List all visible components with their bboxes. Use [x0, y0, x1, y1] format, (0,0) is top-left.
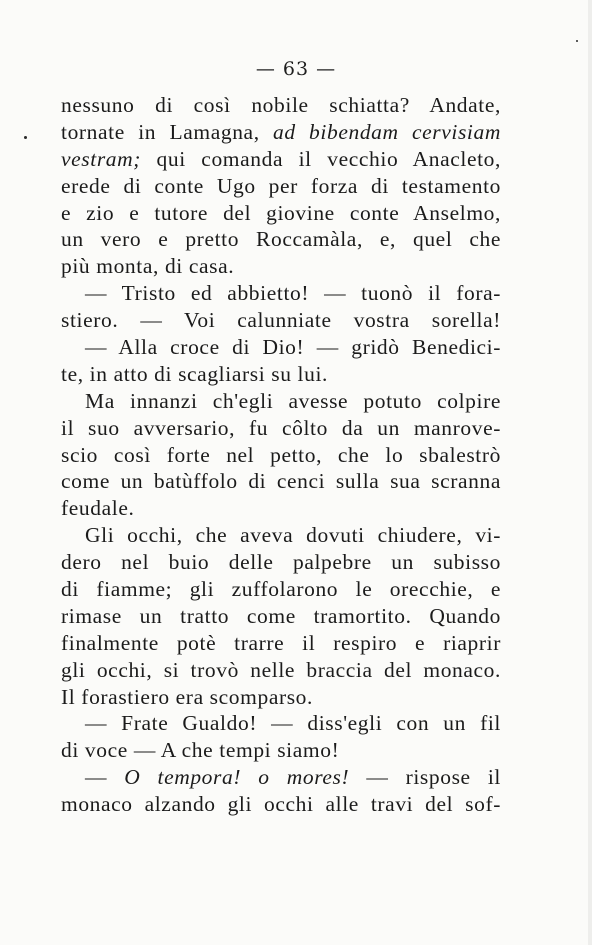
text-line-21: finalmente potè trarre il respiro e riaprir	[61, 630, 501, 655]
text-line-13: il suo avversario, fu côlto da un manrove-	[61, 415, 501, 440]
text-line-4: erede di conte Ugo per forza di testamento	[61, 173, 501, 198]
page-edge	[588, 0, 592, 945]
text-line-1: nessuno di così nobile schiatta? Andate,	[61, 93, 501, 117]
text-line-24: — Frate Gualdo! — diss'egli con un fil	[85, 711, 501, 736]
text-line-11: te, in atto di scagliarsi su lui.	[61, 361, 329, 386]
text-line-19: di fiamme; gli zuffolarono le orecchie, e	[61, 577, 501, 602]
text-line-16: feudale.	[61, 496, 135, 521]
ink-speck	[24, 136, 27, 139]
dash-open: —	[85, 765, 125, 790]
text-line-27: monaco alzando gli occhi alle travi del sof-	[61, 792, 501, 817]
body-text	[61, 92, 501, 818]
italic-word: vestram;	[61, 146, 142, 171]
text-line-5: e zio e tutore del giovine conte Anselmo,	[61, 200, 501, 225]
text-line-26-end: — rispose il	[349, 765, 501, 790]
text-line-25: di voce — A che tempi siamo!	[61, 738, 340, 763]
ink-speck	[576, 40, 578, 42]
text-line-7: più monta, di casa.	[61, 254, 235, 279]
text-line-8: — Tristo ed abbietto! — tuonò il fora-	[85, 281, 501, 306]
page-number: — 63 —	[255, 58, 337, 80]
text-line-26	[61, 764, 501, 791]
text-line-12: Ma innanzi ch'egli avesse potuto colpire	[85, 388, 501, 413]
text-line-14: scio così forte nel petto, che lo sbalestrò	[61, 442, 501, 467]
text-line-2	[61, 119, 501, 146]
text-line-15: come un batùffolo di cenci sulla sua scranna	[61, 469, 501, 494]
text-line-3	[61, 146, 501, 173]
italic-phrase: ad bibendam cervisiam	[273, 119, 501, 144]
text-line-17: Gli occhi, che aveva dovuti chiudere, vi-	[85, 523, 501, 548]
text-line-18: dero nel buio delle palpebre un subisso	[61, 550, 501, 575]
text-line-3-end: qui comanda il vecchio Anacleto,	[141, 146, 501, 171]
text-line-20: rimase un tratto come tramortito. Quando	[61, 603, 501, 628]
italic-quote: O tempora! o mores!	[124, 765, 350, 790]
text-line-6: un vero e pretto Roccamàla, e, quel che	[61, 227, 501, 252]
text-line-23: Il forastiero era scomparso.	[61, 684, 314, 709]
text-line-2-start: tornate in Lamagna,	[61, 119, 274, 144]
text-line-22: gli occhi, si trovò nelle braccia del monaco.	[61, 657, 501, 682]
text-line-10: — Alla croce di Dio! — gridò Benedici-	[85, 335, 501, 360]
text-line-9: stiero. — Voi calunniate vostra sorella!	[61, 308, 501, 333]
